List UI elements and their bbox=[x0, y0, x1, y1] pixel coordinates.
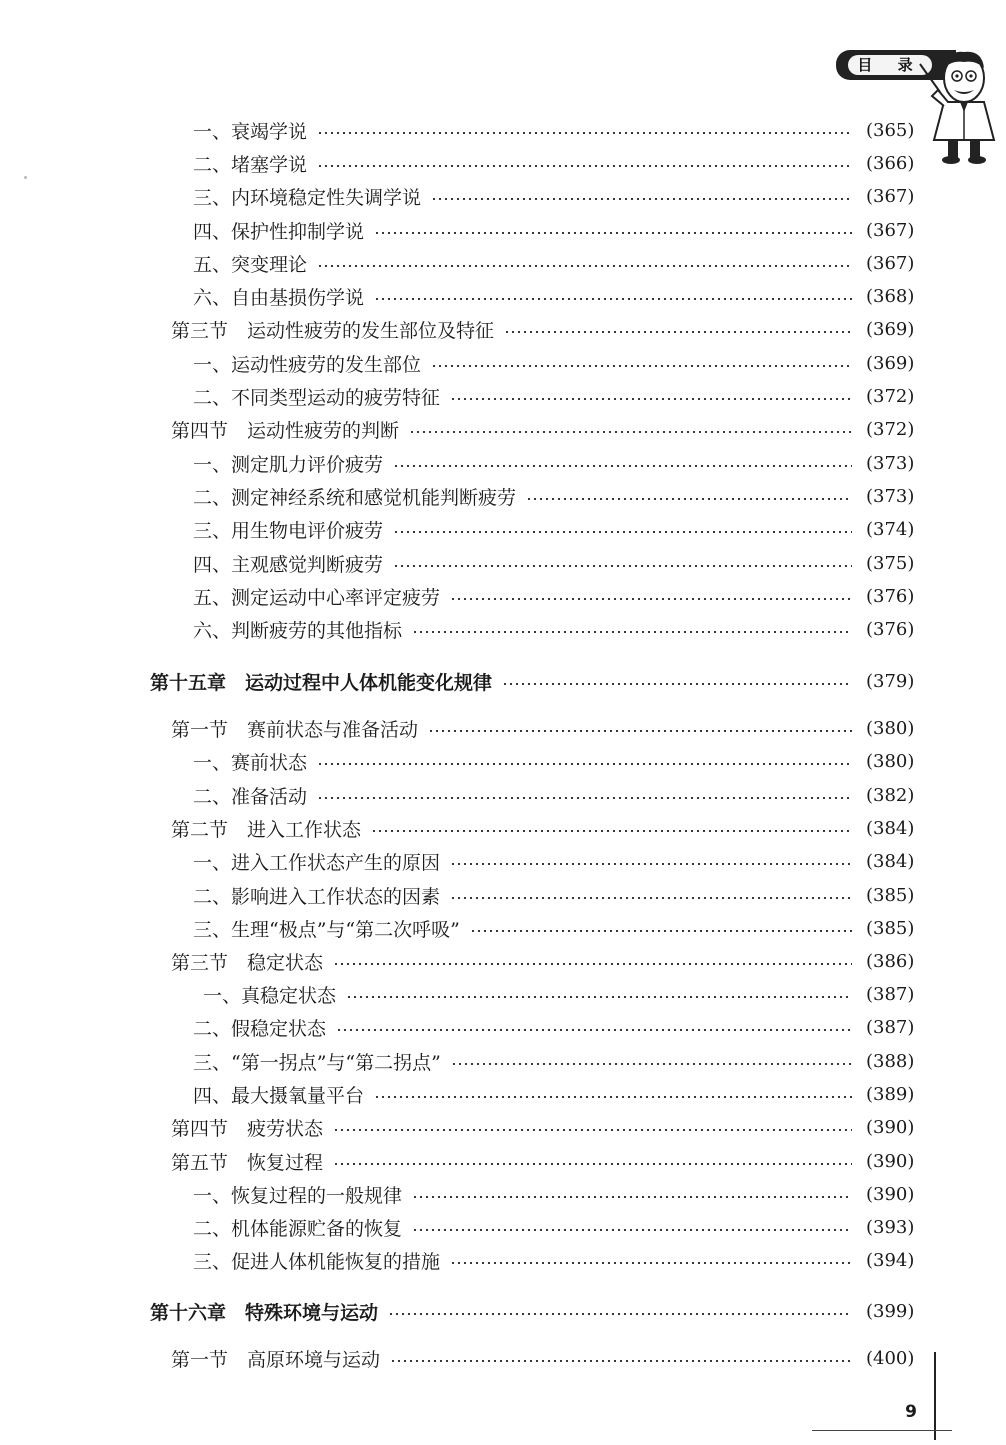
toc-entry-title: 第四节 疲劳状态 bbox=[171, 1117, 324, 1140]
toc-entry-page: (372) bbox=[866, 418, 915, 440]
toc-item-row bbox=[193, 1045, 915, 1077]
toc-item-row bbox=[193, 779, 915, 811]
toc-item-row bbox=[193, 247, 915, 279]
toc-entry-page: (373) bbox=[866, 452, 915, 474]
dot-leader bbox=[450, 398, 852, 400]
dot-leader bbox=[317, 165, 852, 167]
toc-item-row bbox=[193, 613, 915, 645]
dot-leader bbox=[317, 797, 852, 799]
toc-entry-page: (365) bbox=[866, 119, 915, 141]
toc-entry-page: (387) bbox=[866, 983, 915, 1005]
toc-entry-page: (394) bbox=[866, 1249, 915, 1271]
margin-vertical-rule bbox=[934, 1352, 936, 1440]
toc-entry-title: 第十六章 特殊环境与运动 bbox=[150, 1301, 379, 1324]
dot-leader bbox=[450, 863, 852, 865]
dot-leader bbox=[470, 930, 852, 932]
toc-entry-page: (385) bbox=[866, 884, 915, 906]
toc-item-row bbox=[193, 447, 915, 479]
toc-item-row bbox=[193, 1078, 915, 1110]
dot-leader bbox=[502, 683, 852, 685]
dot-leader bbox=[374, 298, 852, 300]
dot-leader bbox=[346, 996, 852, 998]
page-number: 9 bbox=[905, 1402, 917, 1422]
toc-entry-page: (388) bbox=[866, 1050, 915, 1072]
dot-leader bbox=[333, 1163, 852, 1165]
toc-section-row bbox=[171, 945, 915, 977]
toc-entry-title: 六、自由基损伤学说 bbox=[193, 286, 365, 309]
toc-entry-title: 第十五章 运动过程中人体机能变化规律 bbox=[150, 671, 493, 694]
toc-item-row bbox=[193, 547, 915, 579]
toc-entry-title: 二、不同类型运动的疲劳特征 bbox=[193, 386, 441, 409]
dot-leader bbox=[428, 730, 852, 732]
toc-entry-title: 一、进入工作状态产生的原因 bbox=[193, 851, 441, 874]
toc-entry-title: 第五节 恢复过程 bbox=[171, 1151, 324, 1174]
dot-leader bbox=[412, 631, 852, 633]
toc-entry-page: (368) bbox=[866, 285, 915, 307]
toc-entry-title: 第三节 稳定状态 bbox=[171, 951, 324, 974]
dot-leader bbox=[450, 598, 852, 600]
toc-entry-page: (382) bbox=[866, 784, 915, 806]
dot-leader bbox=[371, 830, 852, 832]
toc-item-row bbox=[193, 280, 915, 312]
dot-leader bbox=[374, 1096, 852, 1098]
dot-leader bbox=[393, 531, 852, 533]
toc-chapter-row bbox=[150, 1295, 915, 1327]
toc-item-row bbox=[193, 480, 915, 512]
toc-entry-page: (400) bbox=[866, 1347, 915, 1369]
dot-leader bbox=[317, 132, 852, 134]
toc-entry-title: 一、测定肌力评价疲劳 bbox=[193, 453, 384, 476]
toc-entry-title: 一、衰竭学说 bbox=[193, 120, 308, 143]
toc-entry-page: (369) bbox=[866, 352, 915, 374]
toc-item-row bbox=[193, 114, 915, 146]
toc-item-row bbox=[193, 1244, 915, 1276]
toc-entry-title: 三、用生物电评价疲劳 bbox=[193, 519, 384, 542]
toc-entry-title: 二、影响进入工作状态的因素 bbox=[193, 885, 441, 908]
toc-item-row bbox=[193, 1178, 915, 1210]
dot-leader bbox=[431, 198, 852, 200]
dot-leader bbox=[317, 265, 852, 267]
toc-entry-title: 三、生理“极点”与“第二次呼吸” bbox=[193, 918, 460, 941]
dot-leader bbox=[412, 1229, 852, 1231]
toc-entry-title: 五、突变理论 bbox=[193, 253, 308, 276]
toc-entry-page: (389) bbox=[866, 1083, 915, 1105]
footer-rule bbox=[812, 1430, 952, 1431]
toc-section-row bbox=[171, 1145, 915, 1177]
toc-entry-page: (369) bbox=[866, 318, 915, 340]
toc-entry-page: (372) bbox=[866, 385, 915, 407]
toc-item-row bbox=[193, 147, 915, 179]
dot-leader bbox=[431, 365, 852, 367]
dot-leader bbox=[333, 963, 852, 965]
toc-entry-title: 二、测定神经系统和感觉机能判断疲劳 bbox=[193, 486, 517, 509]
toc-entry-title: 二、假稳定状态 bbox=[193, 1017, 327, 1040]
toc-entry-page: (387) bbox=[866, 1016, 915, 1038]
toc-entry-page: (390) bbox=[866, 1116, 915, 1138]
toc-entry-page: (373) bbox=[866, 485, 915, 507]
toc-entry-title: 三、促进人体机能恢复的措施 bbox=[193, 1250, 441, 1273]
toc-entry-page: (390) bbox=[866, 1183, 915, 1205]
toc-entry-title: 二、机体能源贮备的恢复 bbox=[193, 1217, 403, 1240]
toc-item-row bbox=[193, 214, 915, 246]
toc-entry-page: (375) bbox=[866, 552, 915, 574]
toc-section-row bbox=[171, 1342, 915, 1374]
toc-entry-title: 第四节 运动性疲劳的判断 bbox=[171, 419, 400, 442]
toc-section-row bbox=[171, 413, 915, 445]
toc-item-row bbox=[203, 978, 915, 1010]
toc-entry-page: (367) bbox=[866, 219, 915, 241]
toc-entry-page: (376) bbox=[866, 585, 915, 607]
dot-leader bbox=[526, 498, 852, 500]
toc-entry-page: (380) bbox=[866, 750, 915, 772]
toc-section-row bbox=[171, 313, 915, 345]
toc-entry-page: (386) bbox=[866, 950, 915, 972]
toc-entry-page: (380) bbox=[866, 717, 915, 739]
toc-item-row bbox=[193, 347, 915, 379]
toc-entry-page: (385) bbox=[866, 917, 915, 939]
toc-entry-title: 一、真稳定状态 bbox=[203, 984, 337, 1007]
dot-leader bbox=[450, 1262, 852, 1264]
dot-leader bbox=[317, 763, 852, 765]
toc-entry-title: 第三节 运动性疲劳的发生部位及特征 bbox=[171, 319, 495, 342]
dot-leader bbox=[393, 465, 852, 467]
toc-item-row bbox=[193, 745, 915, 777]
toc-entry-page: (379) bbox=[866, 670, 915, 692]
toc-entry-title: 第二节 进入工作状态 bbox=[171, 818, 362, 841]
dot-leader bbox=[451, 1063, 852, 1065]
toc-entry-title: 三、“第一拐点”与“第二拐点” bbox=[193, 1051, 441, 1074]
dot-leader bbox=[393, 565, 852, 567]
toc-entry-title: 一、恢复过程的一般规律 bbox=[193, 1184, 403, 1207]
toc-entry-title: 六、判断疲劳的其他指标 bbox=[193, 619, 403, 642]
dot-leader bbox=[374, 232, 852, 234]
toc-item-row bbox=[193, 513, 915, 545]
toc-item-row bbox=[193, 380, 915, 412]
dot-leader bbox=[336, 1029, 852, 1031]
toc-entry-title: 一、赛前状态 bbox=[193, 751, 308, 774]
toc-item-row bbox=[193, 580, 915, 612]
toc-entry-page: (390) bbox=[866, 1150, 915, 1172]
toc-entry-page: (374) bbox=[866, 518, 915, 540]
toc-entry-page: (384) bbox=[866, 817, 915, 839]
toc-section-row bbox=[171, 1111, 915, 1143]
toc-entry-page: (399) bbox=[866, 1300, 915, 1322]
toc-entry-page: (367) bbox=[866, 185, 915, 207]
dot-leader bbox=[450, 897, 852, 899]
header-tab-label: 目 录 bbox=[848, 55, 932, 75]
toc-item-row bbox=[193, 879, 915, 911]
dot-leader bbox=[388, 1313, 852, 1315]
toc-entry-page: (376) bbox=[866, 618, 915, 640]
dot-leader bbox=[409, 431, 852, 433]
toc-entry-title: 四、最大摄氧量平台 bbox=[193, 1084, 365, 1107]
dot-leader bbox=[504, 331, 852, 333]
toc-entry-title: 二、堵塞学说 bbox=[193, 153, 308, 176]
toc-entry-page: (367) bbox=[866, 252, 915, 274]
toc-entry-title: 一、运动性疲劳的发生部位 bbox=[193, 353, 422, 376]
toc-item-row bbox=[193, 1211, 915, 1243]
toc-item-row bbox=[193, 912, 915, 944]
toc-section-row bbox=[171, 712, 915, 744]
toc-entry-title: 第一节 高原环境与运动 bbox=[171, 1348, 381, 1371]
dot-leader bbox=[390, 1360, 852, 1362]
toc-entry-title: 四、保护性抑制学说 bbox=[193, 220, 365, 243]
toc-entry-page: (366) bbox=[866, 152, 915, 174]
toc-entry-title: 五、测定运动中心率评定疲劳 bbox=[193, 586, 441, 609]
toc-item-row bbox=[193, 1011, 915, 1043]
toc-chapter-row bbox=[150, 665, 915, 697]
toc-entry-title: 四、主观感觉判断疲劳 bbox=[193, 553, 384, 576]
toc-entry-page: (384) bbox=[866, 850, 915, 872]
toc-entry-title: 三、内环境稳定性失调学说 bbox=[193, 186, 422, 209]
toc-item-row bbox=[193, 845, 915, 877]
toc-entry-title: 第一节 赛前状态与准备活动 bbox=[171, 718, 419, 741]
toc-entry-title: 二、准备活动 bbox=[193, 785, 308, 808]
dot-leader bbox=[412, 1196, 852, 1198]
toc-item-row bbox=[193, 180, 915, 212]
toc-entry-page: (393) bbox=[866, 1216, 915, 1238]
toc-section-row bbox=[171, 812, 915, 844]
dot-leader bbox=[333, 1129, 852, 1131]
